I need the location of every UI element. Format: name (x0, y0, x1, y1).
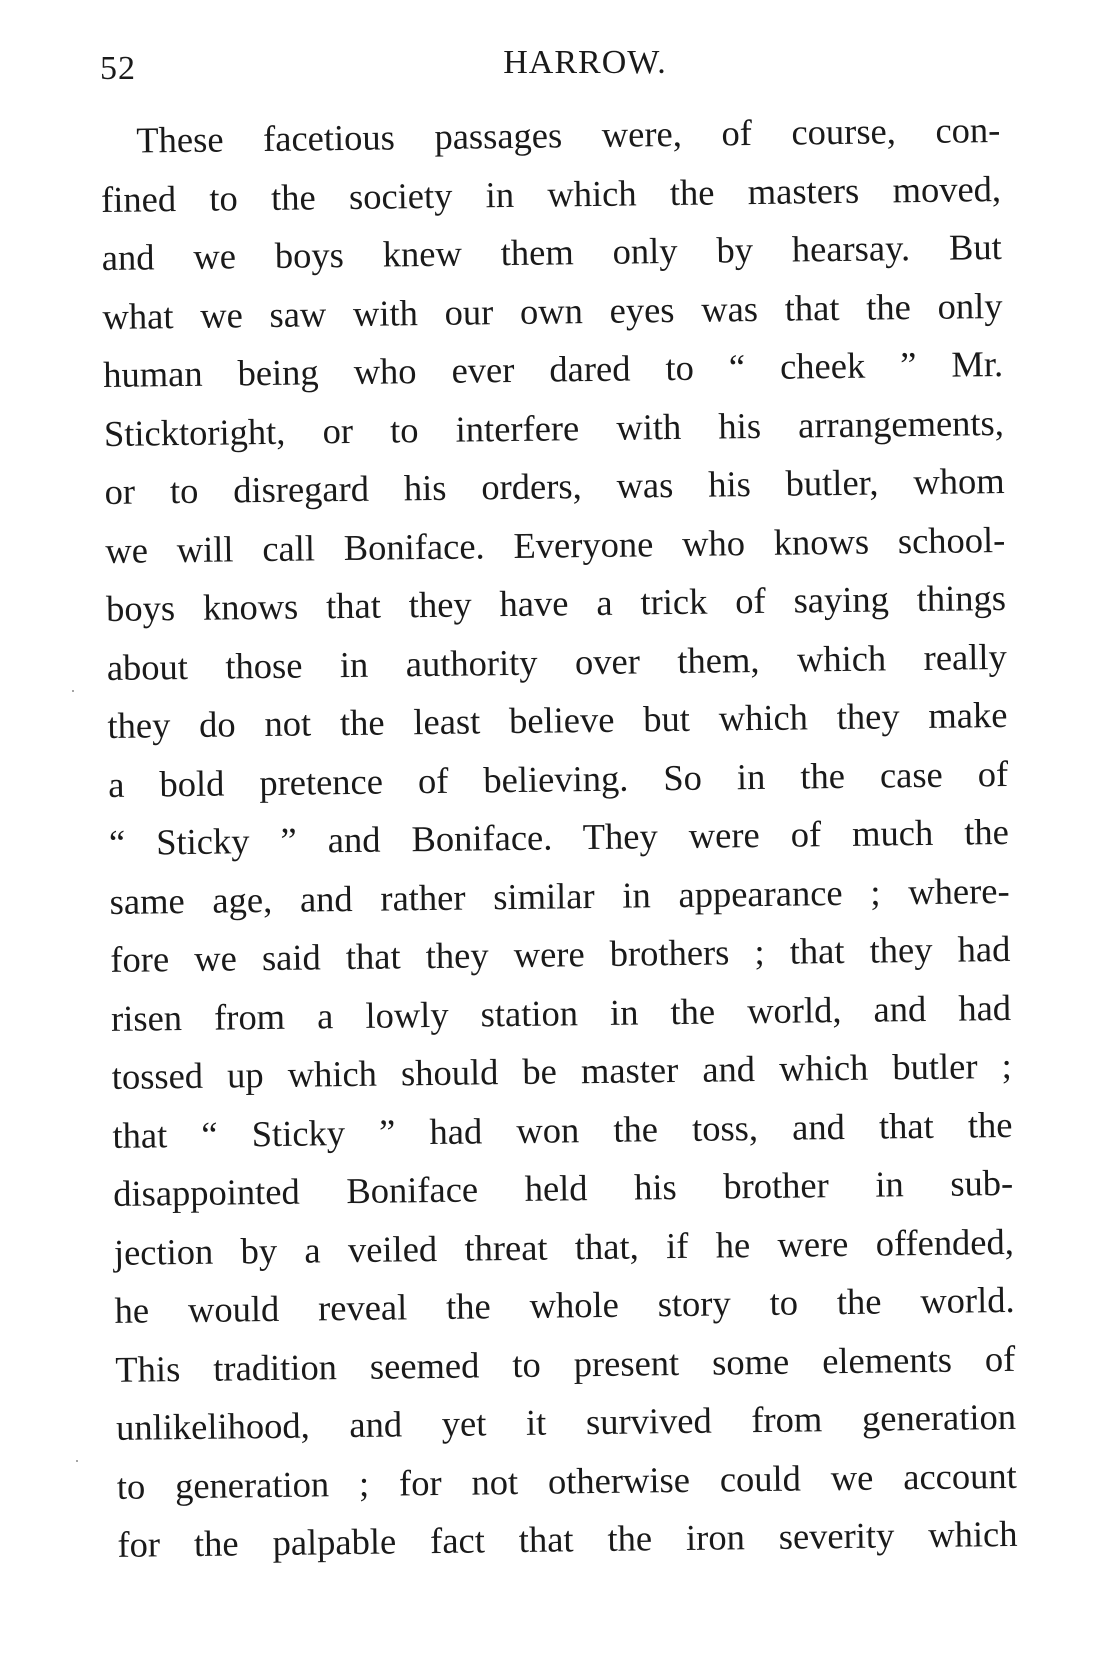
text-line: jection by a veiled threat that, if he were offended, (113, 1220, 1015, 1273)
text-line: fore we said that they were brothers ; that they had (110, 927, 1011, 980)
running-title: HARROW. (503, 44, 667, 81)
text-line: This tradition seemed to present some elements of (115, 1337, 1016, 1390)
text-line: human being who ever dared to “ cheek ” Mr. (102, 342, 1004, 395)
text-line: Sticktoright, or to interfere with his arrangements, (103, 401, 1005, 454)
text-line: disappointed Boniface held his brother in sub- (112, 1161, 1014, 1214)
text-line: we will call Boniface. Everyone who knows school- (105, 518, 1006, 571)
page-number: 52 (100, 50, 136, 87)
text-line: they do not the least believe but which they make (107, 693, 1008, 746)
text-line: risen from a lowly station in the world, and had (110, 986, 1012, 1039)
text-line: These facetious passages were, of course, con- (136, 109, 1001, 161)
margin-speck (76, 1460, 78, 1462)
text-line: that “ Sticky ” had won the toss, and that the (112, 1103, 1013, 1156)
page-header (100, 44, 1000, 92)
text-line: unlikelihood, and yet it survived from generation (115, 1395, 1017, 1448)
text-line: about those in authority over them, which really (106, 635, 1007, 688)
text-line: boys knows that they have a trick of saying things (105, 576, 1007, 629)
text-line: or to disregard his orders, was his butler, whom (104, 459, 1005, 512)
text-line: fined to the society in which the masters moved, (100, 167, 1002, 220)
body-text (100, 101, 1018, 1574)
text-line: to generation ; for not otherwise could we account (116, 1454, 1017, 1507)
text-line: for the palpable fact that the iron severity which (117, 1512, 1018, 1565)
margin-speck (72, 690, 74, 692)
text-line: and we boys knew them only by hearsay. But (101, 225, 1002, 278)
text-line: “ Sticky ” and Boniface. They were of much the (108, 810, 1010, 863)
text-line: same age, and rather similar in appearance ; where- (109, 869, 1010, 922)
text-line: a bold pretence of believing. So in the case of (107, 752, 1009, 805)
text-line: he would reveal the whole story to the world. (114, 1278, 1015, 1331)
text-line: what we saw with our own eyes was that the only (102, 284, 1003, 337)
text-line: tossed up which should be master and which butler ; (111, 1044, 1012, 1097)
